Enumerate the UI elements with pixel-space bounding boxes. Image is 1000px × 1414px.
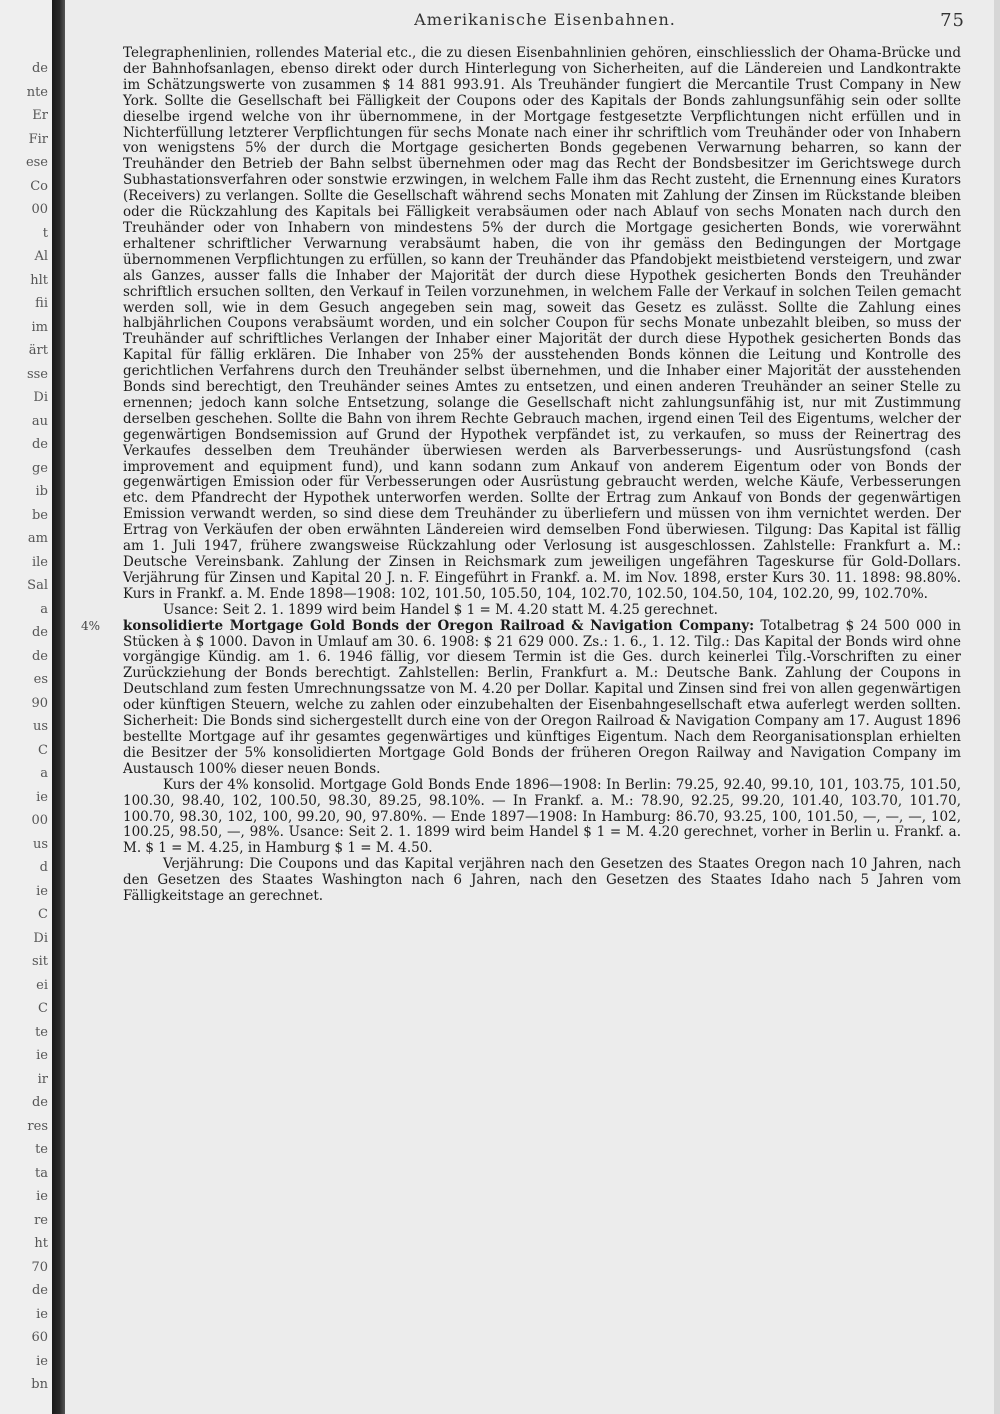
adjacent-page-fragment: res [27, 1118, 48, 1134]
adjacent-page-fragment: d [39, 860, 48, 875]
paragraph-quotations: Kurs der 4% konsolid. Mortgage Gold Bonds Ende 1896—1908: In Berlin: 79.25, 92.40, 99.10, 101, 103.75, 101.50, 100.30, 98.40, 102, 100.50, 98.30, 89.25, 98.10%. — In Frankf. a. M.: 78.90, 92.25, 99.20, 101.40, 103.70, 101.70, 100.70, 98.30, 102, 100, 99.20, 90, 97.80%. — Ende 1897—1908: In Hamburg: 86.70, 93.25, 100, 101.50, —, —, —, 102, 100.25, 98.50, —, 98%. Usance: Seit 2. 1. 1899 wird beim Handel $ 1 = M. 4.20 gerechnet, vorher in Berlin u. Frankf. a. M. $ 1 = M. 4.25, in Hamburg $ 1 = M. 4.50. [123, 776, 961, 857]
adjacent-page-fragment: C [38, 907, 48, 922]
adjacent-page-fragment: C [38, 742, 48, 758]
paragraph-usance: Usance: Seit 2. 1. 1899 wird beim Handel $ 1 = M. 4.20 statt M. 4.25 gerechnet. [163, 601, 718, 618]
adjacent-page-fragment: t [42, 225, 48, 241]
adjacent-page-fragment: Di [33, 390, 48, 405]
adjacent-page-fragment: ie [36, 789, 48, 805]
adjacent-page-fragment: ht [34, 1236, 48, 1251]
adjacent-page-fragment: ei [36, 977, 48, 993]
adjacent-page-fragment: ib [35, 484, 48, 499]
adjacent-page-fragment: te [35, 1024, 48, 1040]
adjacent-page-fragment: 70 [31, 1259, 48, 1275]
adjacent-page-fragment: ese [25, 155, 48, 170]
paragraph-mortgage-terms: Telegraphenlinien, rollendes Material etc., die zu diesen Eisenbahnlinien gehören, einschliesslich der Ohama-Brücke und der Bahnhofsanlagen, ebenso direkt oder durch Hinterlegung von Sicherheiten, auf die Ländereien und Landkontrakte im Schätzungswerte von zusammen $ 14 881 993.91. Als Treuhänder fungiert die Mercantile Trust Company in New York. Sollte die Gesellschaft bei Fälligkeit der Coupons oder des Kapitals der Bonds zahlungsunfähig sein oder sollte dieselbe irgend welche von ihr übernommene, in der Mortgage festgesetzte Verpflichtungen nicht erfüllen und in Nichterfüllung letzterer Verpflichtungen für sechs Monate nach einer ihr schriftlich vom Treuhänder oder von Inhabern von wenigstens 5% der durch die Mortgage gesicherten Bonds gegebenen Verwarnung beharren, so kann der Treuhänder den Betrieb der Bahn selbst übernehmen oder mag das Recht der Bondsbesitzer im Gerichtswege durch Subhastationsverfahren oder sonstwie erzwingen, in welchem Falle ihm das Recht zusteht, die Ernennung eines Kurators (Receivers) zu verlangen. Sollte die Gesellschaft während sechs Monaten mit Zahlung der Zinsen im Rückstande bleiben oder die Rückzahlung des Kapitals bei Fälligkeit verabsäumen oder nach Ablauf von sechs Monaten nach durch den Treuhänder oder von Inhabern von mindestens 5% der durch die Mortgage gesicherten Bonds, wie vorerwähnt erhaltener schriftlicher Verwarnung verabsäumt haben, die von ihr gemäss den Bedingungen der Mortgage übernommenen Verpflichtungen zu erfüllen, so kann der Treuhänder das Pfandobjekt meistbietend versteigern, und zwar als Ganzes, ausser falls die Inhaber der Majorität der durch diese Hypothek gesicherten Bonds den Treuhänder schriftlich ersuchen sollten, den Verkauf in Teilen vorzunehmen, in welchem Falle der Verkauf in solchen Teilen gemacht werden soll, wie in dem Gesuch angegeben sein mag, soweit das Gesetz es zulässt. Sollte die Zahlung eines halbjährlichen Coupons verabsäumt worden, und ein solcher Coupon für sechs Monate unbezahlt bleiben, so muss der Treuhänder auf schriftliches Verlangen der Inhaber einer Majorität der durch diese Hypothek gesicherten Bonds das Kapital für fällig erklären. Die Inhaber von 25% der ausstehenden Bonds können die Leitung und Kontrolle des gerichtlichen Verfahrens durch den Treuhänder selbst übernehmen, und die Inhaber einer Majorität der ausstehenden Bonds sind berechtigt, den Treuhänder seines Amtes zu entsetzen, und einen anderen Treuhänder an seiner Stelle zu ernennen; jedoch kann solche Entsetzung, solange die Gesellschaft nicht zahlungsunfähig ist, nur mit Zustimmung derselben geschehen. Sollte die Bahn von ihrem Rechte Gebrauch machen, irgend einen Teil des Eigentums, welcher der gegenwärtigen Bondsemission auf Grund der Hypothek verpfändet ist, zu verkaufen, so muss der Reinertrag des Verkaufes desselben dem Treuhänder überwiesen werden als Barverbesserungs- und Ausrüstungsfond (cash improvement and equipment fund), und kann sodann zum Ankauf von anderem Eigentum oder von Bonds der gegenwärtigen Emission oder für Verbesserungen oder Ausrüstung gebraucht werden, welche Käufe, Verbesserungen etc. dem Pfandrecht der Hypothek unterworfen werden. Sollte der Ertrag zum Ankauf von Bonds der gegenwärtigen Emission verwandt werden, so sind diese dem Treuhänder zu überliefern und müssen von ihm vernichtet werden. Der Ertrag von Verkäufen der oben erwähnten Ländereien wird demselben Fond überwiesen. Tilgung: Das Kapital ist fällig am 1. Juli 1947, frühere zwangsweise Rückzahlung oder Verlosung ist ausgeschlossen. Zahlstelle: Frankfurt a. M.: Deutsche Vereinsbank. Zahlung der Zinsen in Reichsmark zum jeweiligen ungefähren Tageskurse für Gold-Dollars. Verjährung für Zinsen und Kapital 20 J. n. F. Eingeführt in Frankf. a. M. im Nov. 1898, erster Kurs 30. 11. 1898: 98.80%. Kurs in Frankf. a. M. Ende 1898—1908: 102, 101.50, 105.50, 104, 102.70, 102.50, 104.50, 104, 102.20, 99, 102.70%. [123, 45, 961, 602]
page-header [125, 10, 965, 30]
adjacent-page-fragment: sit [31, 954, 48, 969]
adjacent-page-fragment: a [40, 601, 48, 617]
paragraph-limitation: Verjährung: Die Coupons und das Kapital verjähren nach den Gesetzen des Staates Oregon nach 10 Jahren, nach den Gesetzen des Staates Washington nach 6 Jahren, nach den Gesetzen des Staates Idaho nach 5 Jahren vom Fälligkeitstage an gerechnet. [123, 856, 961, 905]
adjacent-page-fragment: Fir [28, 131, 48, 147]
adjacent-page-fragment: Co [30, 178, 48, 194]
adjacent-page-fragment: te [35, 1142, 48, 1157]
adjacent-page-fragment: de [31, 61, 48, 76]
adjacent-page-fragment: Sal [27, 578, 48, 593]
adjacent-page-fragment: ge [31, 460, 48, 476]
book-page [65, 0, 1000, 1414]
adjacent-page-fragment: sse [26, 366, 48, 382]
adjacent-page-fragment: de [31, 437, 48, 452]
adjacent-page-fragment: 00 [31, 813, 48, 828]
adjacent-page-fragment: ie [36, 1189, 48, 1204]
adjacent-page-fragment: ie [36, 883, 48, 899]
adjacent-page-fragment: ie [36, 1353, 48, 1369]
bond-title: konsolidierte Mortgage Gold Bonds der Oregon Railroad & Navigation Company: [123, 617, 755, 634]
adjacent-page-fragment: ir [37, 1071, 48, 1087]
book-binding-shadow [52, 0, 65, 1414]
paragraph-consolidated-bonds [81, 617, 961, 778]
adjacent-page-fragment: a [40, 766, 48, 781]
adjacent-page-fragment: us [32, 836, 48, 852]
adjacent-page-fragment: 90 [31, 695, 48, 711]
adjacent-page-fragment: Di [33, 930, 48, 946]
adjacent-page-fragment: C [38, 1001, 48, 1016]
page-edge [994, 0, 1000, 1414]
adjacent-page-fragment: ile [31, 554, 48, 570]
adjacent-page-fragment: ie [36, 1306, 48, 1322]
adjacent-page-fragment: us [32, 719, 48, 734]
adjacent-page-fragment: re [34, 1212, 48, 1228]
adjacent-page-fragment: au [31, 413, 48, 429]
adjacent-page-fragment: be [31, 507, 48, 523]
adjacent-page-fragment: de [31, 648, 48, 664]
adjacent-page-fragment: hlt [30, 272, 48, 288]
interest-rate-marker: 4% [81, 618, 101, 633]
adjacent-page-fragment: 00 [31, 202, 48, 217]
adjacent-page-fragment: Al [34, 249, 48, 264]
adjacent-page-fragment: de [31, 1095, 48, 1110]
adjacent-page-fragment: am [27, 531, 48, 546]
adjacent-page-fragment: Er [32, 108, 48, 123]
adjacent-page-fragment: 60 [31, 1330, 48, 1345]
adjacent-page-fragment: de [31, 625, 48, 640]
adjacent-page-strip [0, 0, 52, 1414]
page-body [81, 45, 961, 905]
adjacent-page-fragment: bn [31, 1377, 48, 1392]
adjacent-page-fragment: es [33, 672, 48, 687]
adjacent-page-fragment: im [31, 319, 48, 335]
page-number: 75 [940, 10, 965, 31]
adjacent-page-fragment: ta [35, 1165, 48, 1181]
adjacent-page-fragment: ärt [28, 343, 48, 358]
adjacent-page-fragment: nte [26, 84, 48, 100]
running-title: Amerikanische Eisenbahnen. [414, 10, 676, 29]
bond-description: Totalbetrag $ 24 500 000 in Stücken à $ 1000. Davon in Umlauf am 30. 6. 1908: $ 21 629 000. Zs.: 1. 6., 1. 12. Tilg.: Das Kapital der Bonds wird ohne vorgängige Kündig. am 1. 6. 1946 fällig, vor diesem Termin ist die Ges. durch keinerlei Tilg.-Vorschriften zu einer Zurückziehung der Bonds berechtigt. Zahlstellen: Berlin, Frankfurt a. M.: Deutsche Bank. Zahlung der Coupons in Deutschland zum festen Umrechnungssatze von M. 4.20 per Dollar. Kapital und Zinsen sind frei von allen gegenwärtigen oder künftigen Steuern, welche zu zahlen oder einzubehalten der Eisenbahngesellschaft etwa auferlegt werden sollten. Sicherheit: Die Bonds sind sichergestellt durch eine von der Oregon Railroad & Navigation Company am 17. August 1896 bestellte Mortgage auf ihr gesamtes gegenwärtiges und künftiges Eigentum. Nach dem Reorganisationsplan erhielten die Besitzer der 5% konsolidierten Mortgage Gold Bonds der früheren Oregon Railway and Navigation Company im Austausch 100% dieser neuen Bonds. [123, 617, 961, 777]
adjacent-page-fragment: de [31, 1283, 48, 1298]
adjacent-page-fragment: fii [35, 296, 48, 311]
adjacent-page-fragment: ie [36, 1048, 48, 1063]
